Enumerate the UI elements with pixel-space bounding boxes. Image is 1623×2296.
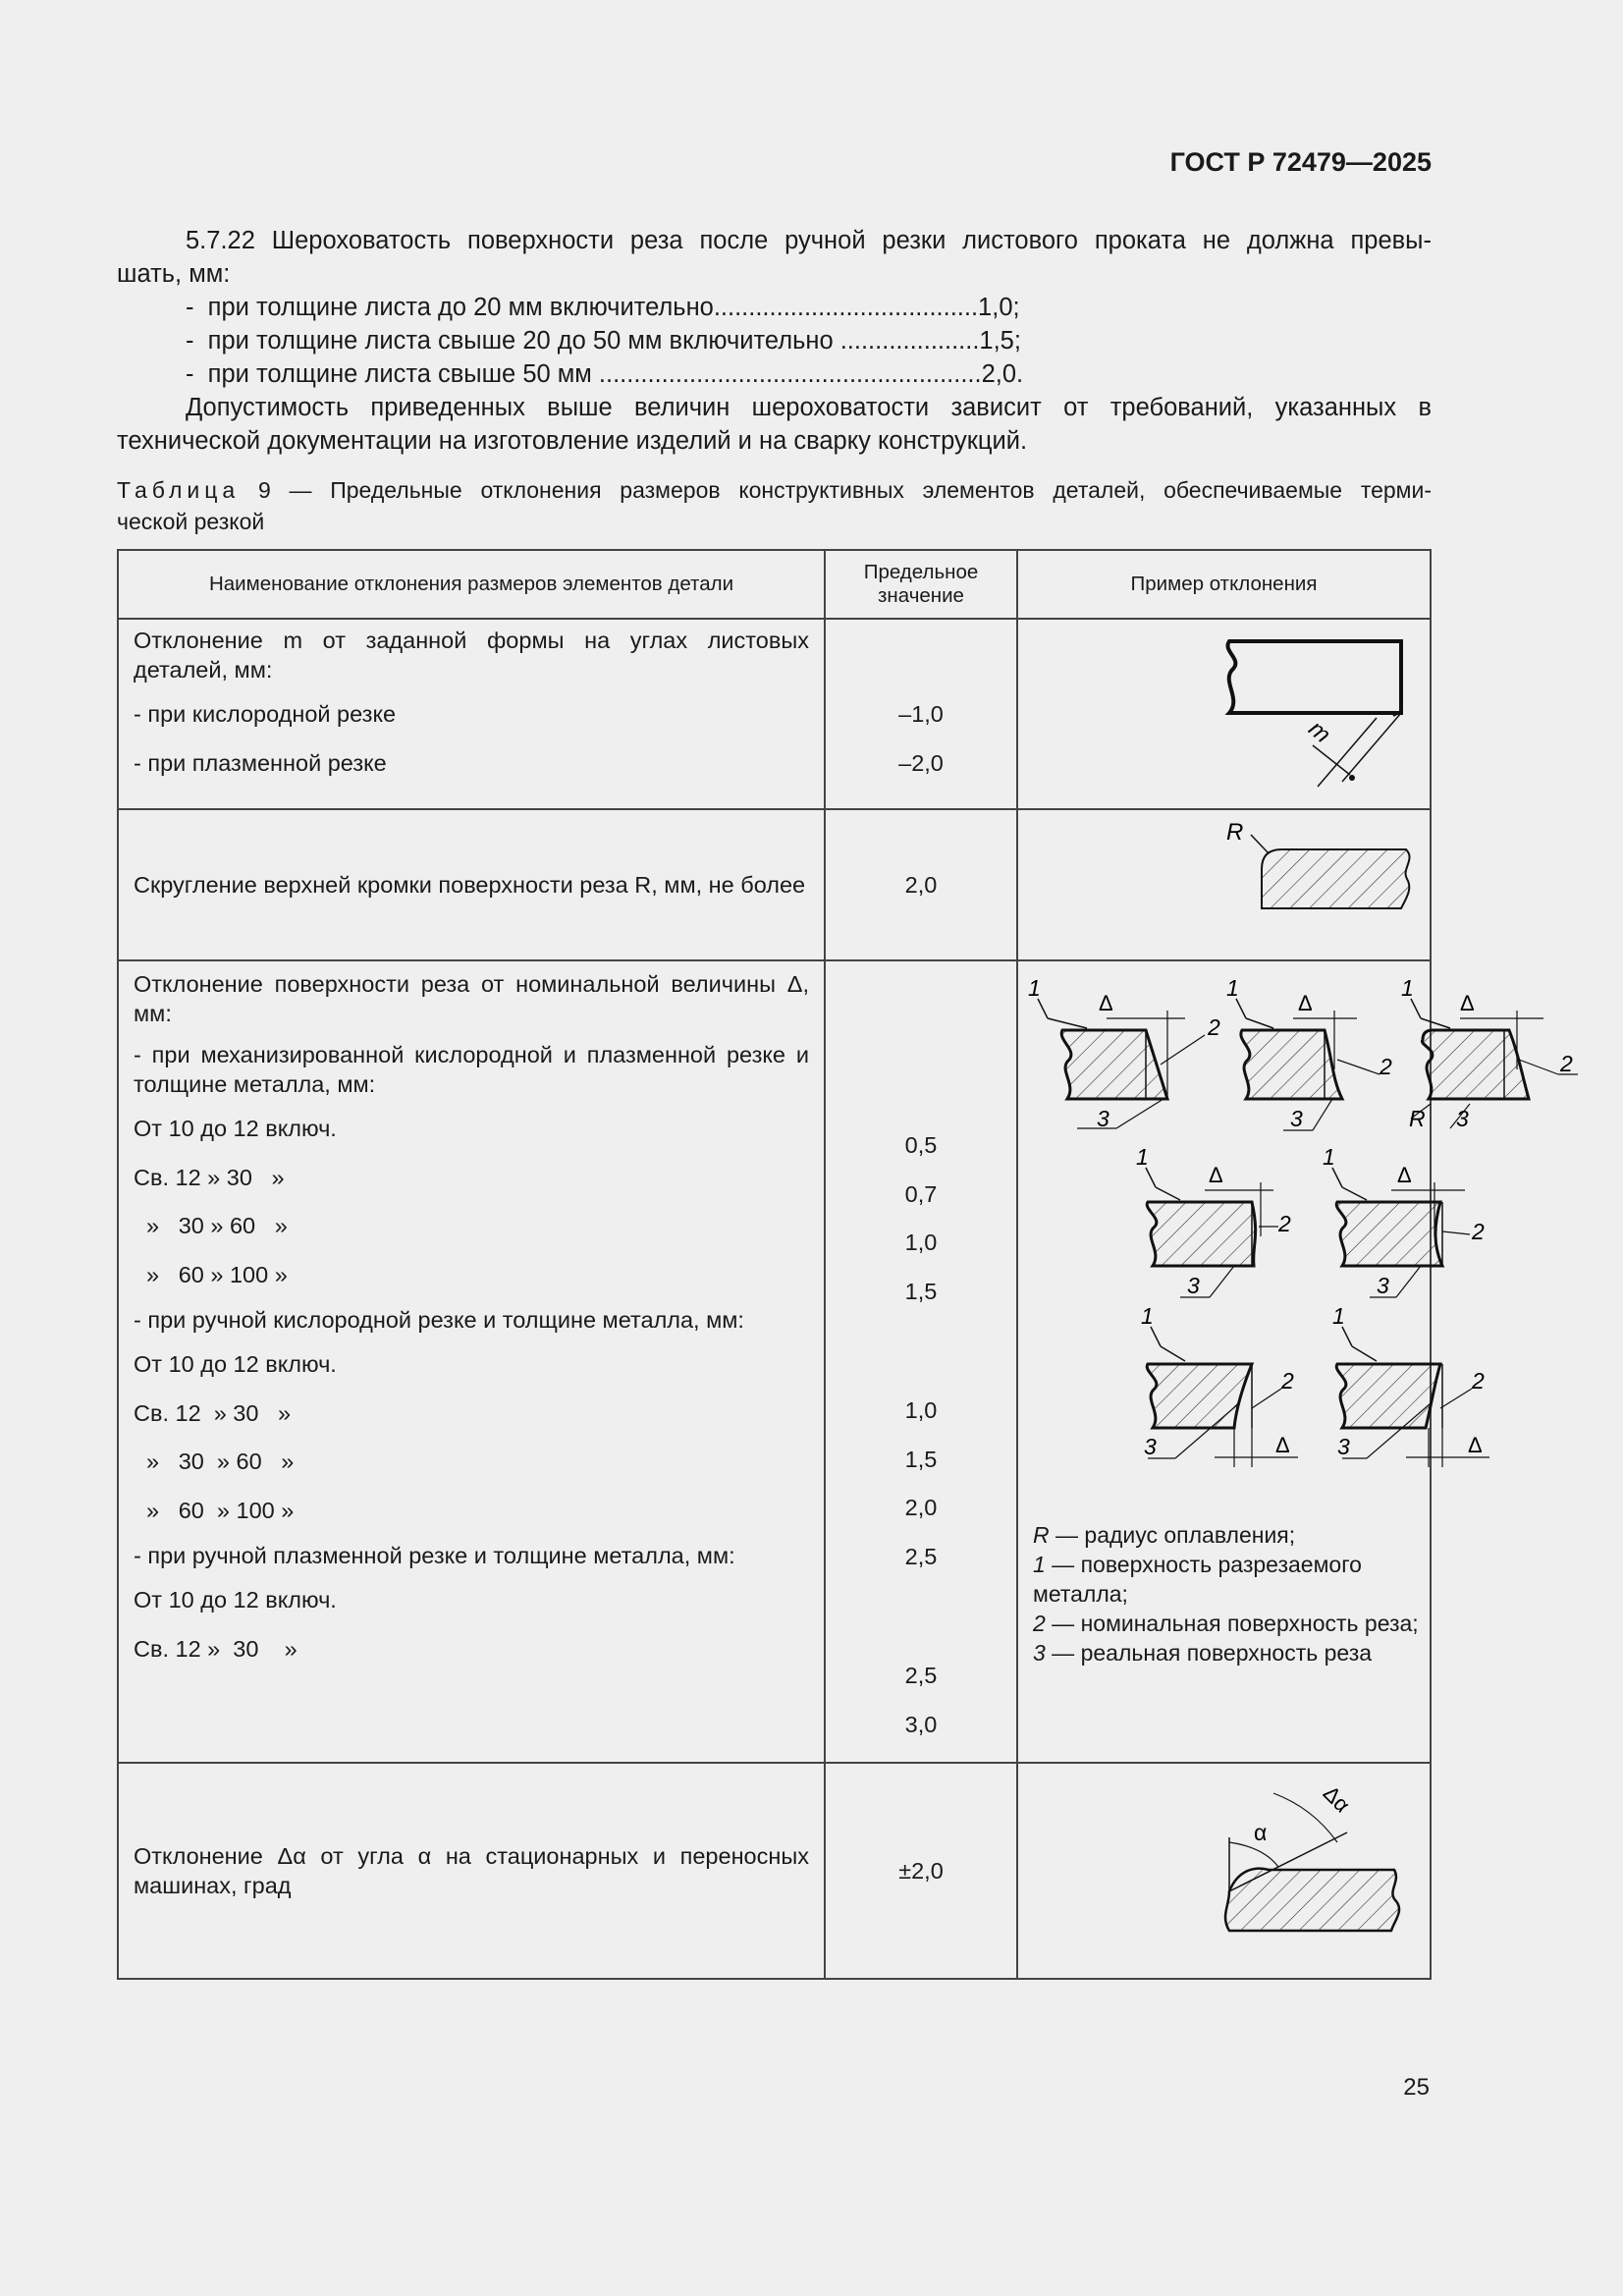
row3-line: - при ручной кислородной резке и толщине металла, мм: [134, 1307, 744, 1333]
row3-line: Св. 12 » 30 » [134, 1635, 298, 1662]
document-code: ГОСТ Р 72479—2025 [1169, 147, 1432, 177]
row1-value-cell [825, 619, 1017, 809]
row4-figure-cell [1017, 1763, 1431, 1979]
label-1: 1 [1332, 1303, 1345, 1329]
caption-label: Таблица [117, 477, 241, 503]
deviation-table [117, 549, 1573, 1980]
row3-figure-cell [1017, 960, 1573, 1763]
label-2: 2 [1278, 1211, 1291, 1236]
row1-title: Отклонение m от заданной формы на углах листовых деталей, мм: [134, 628, 809, 683]
row3-line: » 30 » 60 » [134, 1213, 288, 1238]
row2-value: 2,0 [825, 809, 1017, 960]
corner-deviation-figure [1018, 620, 1607, 802]
table-row [118, 960, 1431, 1763]
label-delta: Δ [1460, 991, 1475, 1015]
header-example: Пример отклонения [1017, 550, 1431, 619]
row3-value: 1,5 [904, 1446, 938, 1472]
row3-line: Св. 12 » 30 » [134, 1164, 285, 1190]
label-2: 2 [1380, 1054, 1392, 1079]
label-2: 2 [1472, 1219, 1485, 1244]
row3-value: 2,0 [904, 1495, 938, 1520]
clause-item: - при толщине листа свыше 50 мм .......................................................2,0. [186, 360, 1024, 388]
row3-title: Отклонение поверхности реза от номинальной величины Δ, мм: [134, 971, 809, 1026]
legend-item: 2 — номинальная поверхность реза; [1033, 1611, 1419, 1636]
label-2: 2 [1208, 1014, 1220, 1040]
row3-value-cell [825, 960, 1017, 1763]
caption-text: 9 — Предельные отклонения размеров конструктивных элементов деталей, обеспечиваемые терми- [257, 477, 1433, 503]
row1-value: –1,0 [898, 701, 944, 727]
label-3: 3 [1290, 1106, 1303, 1131]
label-delta: Δ [1209, 1163, 1223, 1187]
row3-value: 2,5 [904, 1663, 938, 1688]
label-delta: Δ [1468, 1433, 1483, 1457]
label-3: 3 [1187, 1273, 1200, 1298]
row3-value: 0,5 [904, 1132, 938, 1158]
figure-legend [1018, 1520, 1430, 1667]
clause-para-cont: технической документации на изготовление изделий и на сварку конструкций. [117, 427, 1028, 455]
page-number: 25 [1403, 2074, 1430, 2101]
profile-g [1332, 1303, 1489, 1467]
label-3: 3 [1456, 1106, 1469, 1131]
table-row [118, 619, 1431, 809]
label-m: m [1303, 715, 1336, 749]
row3-value: 0,7 [904, 1180, 938, 1207]
table-header-row [118, 550, 1431, 619]
table-row [118, 1763, 1431, 1979]
row1-value: –2,0 [898, 749, 944, 776]
label-1: 1 [1323, 1144, 1335, 1170]
row3-line: » 30 » 60 » [134, 1449, 295, 1474]
label-delta: Δ [1099, 991, 1113, 1015]
row2-figure-cell [1017, 809, 1431, 960]
row1-figure-cell [1017, 619, 1431, 809]
legend-item: R — радиус оплавления; [1033, 1522, 1296, 1548]
row1-name-cell [118, 619, 825, 809]
row3-line: - при механизированной кислородной и плазменной резке и толщине металла, мм: [134, 1042, 809, 1097]
label-3: 3 [1377, 1273, 1389, 1298]
label-2: 2 [1281, 1368, 1294, 1394]
row3-line: - при ручной плазменной резке и толщине металла, мм: [134, 1543, 735, 1568]
clause-intro: 5.7.22 Шероховатость поверхности реза после ручной резки листового проката не должна превы- [186, 227, 1432, 254]
clause-item: - при толщине листа свыше 20 до 50 мм включительно ....................1,5; [186, 327, 1021, 355]
table-row [118, 809, 1431, 960]
profile-a [1028, 975, 1220, 1131]
row4-value: ±2,0 [825, 1763, 1017, 1979]
row1-line: - при плазменной резке [134, 749, 387, 776]
row3-value: 1,5 [904, 1278, 938, 1304]
row3-line: От 10 до 12 включ. [134, 1351, 337, 1377]
label-3: 3 [1337, 1434, 1350, 1459]
header-name: Наименование отклонения размеров элементов детали [118, 550, 825, 619]
row3-value: 1,0 [904, 1397, 938, 1423]
label-alpha: α [1254, 1820, 1268, 1845]
profile-b [1226, 975, 1392, 1131]
profile-f [1141, 1303, 1298, 1467]
row1-line: - при кислородной резке [134, 701, 397, 727]
caption-cont: ческой резкой [117, 509, 265, 534]
profile-e [1323, 1144, 1485, 1298]
clause-para: Допустимость приведенных выше величин шероховатости зависит от требований, указанных в [186, 394, 1432, 421]
legend-item: 3 — реальная поверхность реза [1033, 1640, 1373, 1666]
label-1: 1 [1141, 1303, 1154, 1329]
row2-title: Скругление верхней кромки поверхности реза R, мм, не более [134, 872, 806, 898]
label-delta: Δ [1298, 991, 1313, 1015]
legend-item: 1 — поверхность разрезаемого металла; [1033, 1552, 1362, 1607]
label-1: 1 [1028, 975, 1041, 1001]
row3-line: » 60 » 100 » [134, 1261, 288, 1287]
row3-value: 1,0 [904, 1230, 938, 1255]
label-2: 2 [1560, 1051, 1573, 1076]
row4-name-cell [118, 1763, 825, 1979]
angle-deviation-figure [1018, 1764, 1607, 1972]
label-delta: Δ [1275, 1433, 1290, 1457]
row4-title: Отклонение Δα от угла α на стационарных и переносных машинах, град [134, 1843, 809, 1898]
label-2: 2 [1472, 1368, 1485, 1394]
label-3: 3 [1144, 1434, 1157, 1459]
clause-intro-cont: шать, мм: [117, 260, 231, 288]
profile-d [1136, 1144, 1291, 1298]
label-3: 3 [1097, 1106, 1109, 1131]
table-caption [117, 474, 1432, 537]
row3-value: 3,0 [904, 1711, 938, 1737]
row3-line: » 60 » 100 » [134, 1497, 295, 1523]
row3-name-cell [118, 960, 825, 1763]
row2-name-cell [118, 809, 825, 960]
edge-rounding-figure [1018, 810, 1607, 954]
row3-line: От 10 до 12 включ. [134, 1116, 337, 1141]
label-dalpha: Δα [1318, 1780, 1355, 1818]
row3-line: Св. 12 » 30 » [134, 1399, 292, 1426]
label-R: R [1409, 1106, 1426, 1131]
label-delta: Δ [1397, 1163, 1412, 1187]
row3-value: 2,5 [904, 1543, 938, 1569]
profile-c [1401, 975, 1578, 1131]
label-1: 1 [1226, 975, 1239, 1001]
clause-5-7-22 [117, 224, 1432, 458]
label-1: 1 [1136, 1144, 1149, 1170]
row3-line: От 10 до 12 включ. [134, 1587, 337, 1613]
surface-deviation-figure [1018, 961, 1607, 1506]
label-1: 1 [1401, 975, 1414, 1001]
clause-item: - при толщине листа до 20 мм включительно......................................1,0; [186, 294, 1020, 321]
header-value: Предельное значение [825, 550, 1017, 619]
label-R: R [1226, 819, 1244, 846]
